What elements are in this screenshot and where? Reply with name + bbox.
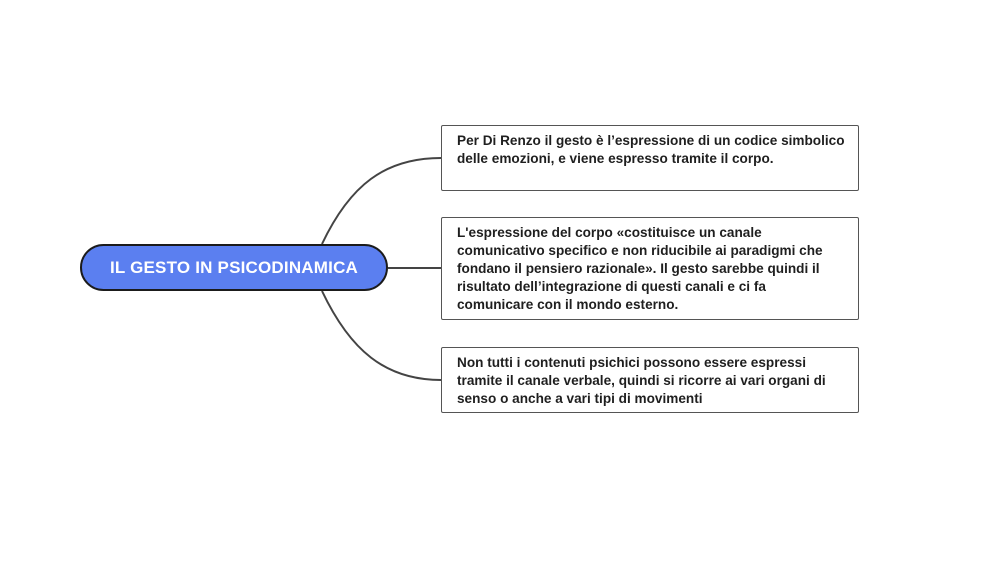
branch-node-3[interactable] [441,347,859,413]
connector-branch-1 [322,158,441,244]
connector-branch-3 [322,291,441,380]
branch-node-2-text: L'espressione del corpo «costituisce un canale comunicativo specifico e non riducibile ai paradigmi che fondano il pensiero razionale». Il gesto sarebbe quindi il risultato dell’integrazione di questi canali e ci fa comunicare con il mondo esterno. [457,225,823,312]
branch-node-1-text: Per Di Renzo il gesto è l’espressione di un codice simbolico delle emozioni, e viene espresso tramite il corpo. [457,133,845,166]
root-topic-label: IL GESTO IN PSICODINAMICA [109,257,359,277]
root-topic-node[interactable] [80,244,388,291]
branch-node-2[interactable] [441,217,859,320]
branch-node-3-text: Non tutti i contenuti psichici possono essere espressi tramite il canale verbale, quindi si ricorre ai vari organi di senso o anche a vari tipi di movimenti [457,355,826,406]
branch-node-1[interactable] [441,125,859,191]
